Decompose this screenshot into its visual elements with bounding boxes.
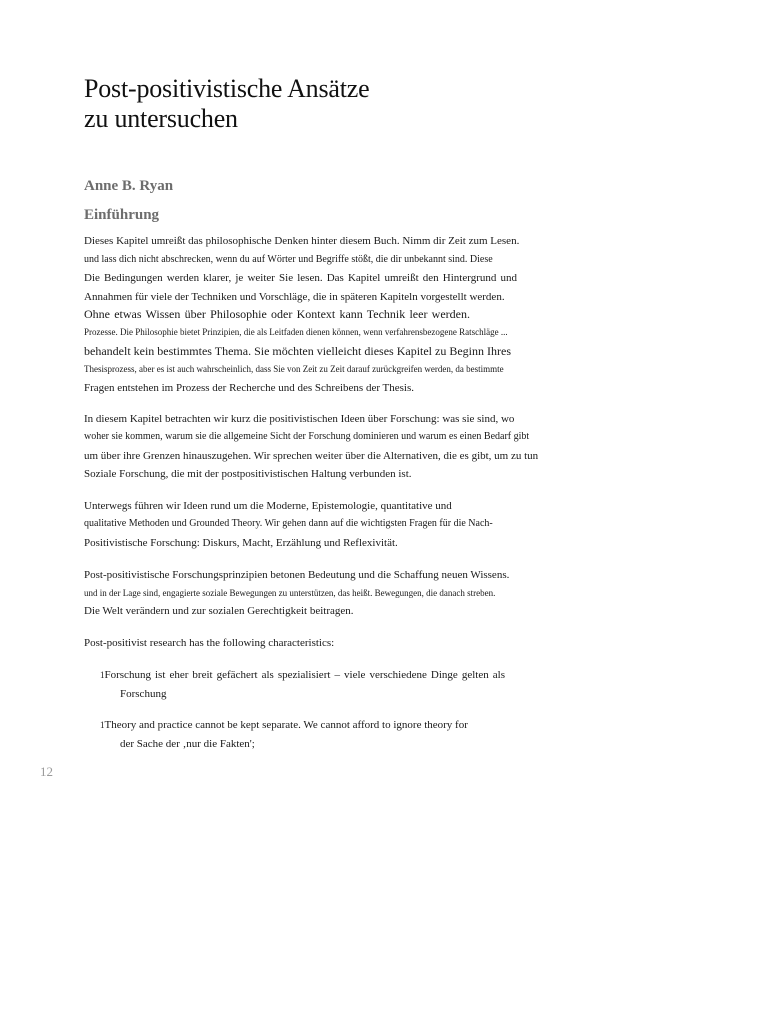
paragraph-3-line-3: Positivistische Forschung: Diskurs, Macht, Erzählung und Reflexivität. <box>84 537 398 549</box>
paragraph-4-line-1: Post-positivistische Forschungsprinzipien betonen Bedeutung und die Schaffung neuen Wissens. <box>84 569 510 581</box>
paragraph-2-line-3: um über ihre Grenzen hinauszugehen. Wir sprechen weiter über die Alternativen, die es gibt, um zu tun <box>84 450 539 462</box>
chapter-title-line-2: zu untersuchen <box>84 104 238 133</box>
paragraph-2-line-4: Soziale Forschung, die mit der postpositivistischen Haltung verbunden ist. <box>84 468 412 480</box>
paragraph-2-line-1: In diesem Kapitel betrachten wir kurz die positivistischen Ideen über Forschung: was sie sind, wo <box>84 413 515 425</box>
list-item-1 <box>100 668 505 682</box>
list-item-1-continuation: Forschung <box>120 688 167 700</box>
paragraph-2-line-2: woher sie kommen, warum sie die allgemeine Sicht der Forschung dominieren und warum es einen Bedarf gibt <box>84 431 530 442</box>
paragraph-1-line-7: behandelt kein bestimmtes Thema. Sie möchten vielleicht dieses Kapitel zu Beginn Ihres <box>84 344 511 358</box>
paragraph-1-line-9: Fragen entstehen im Prozess der Recherche und des Schreibens der Thesis. <box>84 382 415 394</box>
paragraph-1-line-1: Dieses Kapitel umreißt das philosophische Denken hinter diesem Buch. Nimm dir Zeit zum Lesen. <box>84 235 520 247</box>
list-item-1-number: 1 <box>100 670 105 680</box>
paragraph-3-line-2: qualitative Methoden und Grounded Theory. Wir gehen dann auf die wichtigsten Fragen für die Nach- <box>84 518 493 529</box>
paragraph-3-line-1: Unterwegs führen wir Ideen rund um die Moderne, Epistemologie, quantitative und <box>84 500 452 512</box>
list-item-2-continuation: der Sache der ‚nur die Fakten'; <box>120 738 255 750</box>
paragraph-1-line-4: Annahmen für viele der Techniken und Vorschläge, die in späteren Kapiteln vorgestellt werden. <box>84 291 505 303</box>
paragraph-5: Post-positivist research has the following characteristics: <box>84 637 335 649</box>
paragraph-4-line-2: und in der Lage sind, engagierte soziale Bewegungen zu unterstützen, das heißt. Bewegungen, die danach streben. <box>84 588 496 598</box>
section-heading: Einführung <box>84 207 160 223</box>
page-number: 12 <box>40 764 53 779</box>
list-item-1-text: Forschung ist eher breit gefächert als spezialisiert – viele verschiedene Dinge gelten als <box>104 669 505 681</box>
list-item-2-text: Theory and practice cannot be kept separate. We cannot afford to ignore theory for <box>104 719 468 731</box>
paragraph-1-line-5: Ohne etwas Wissen über Philosophie oder Kontext kann Technik leer werden. <box>84 307 470 321</box>
paragraph-1-line-2: und lass dich nicht abschrecken, wenn du auf Wörter und Begriffe stößt, die dir unbekannt sind. Diese <box>84 254 493 265</box>
chapter-title <box>84 74 369 134</box>
paragraph-1-line-3: Die Bedingungen werden klarer, je weiter Sie lesen. Das Kapitel umreißt den Hintergrund und <box>84 272 517 284</box>
list-item-2 <box>100 718 468 732</box>
list-item-2-number: 1 <box>100 720 105 730</box>
paragraph-1-line-6: Prozesse. Die Philosophie bietet Prinzipien, die als Leitfaden dienen können, wenn verfahrensbezogene Ratschläge ... <box>84 327 508 337</box>
paragraph-1-line-8: Thesisprozess, aber es ist auch wahrscheinlich, dass Sie von Zeit zu Zeit darauf zurückgreifen werden, da bestimmte <box>84 364 504 374</box>
chapter-title-line-1: Post-positivistische Ansätze <box>84 74 370 103</box>
author-name: Anne B. Ryan <box>84 178 174 194</box>
paragraph-4-line-3: Die Welt verändern und zur sozialen Gerechtigkeit beitragen. <box>84 605 354 617</box>
